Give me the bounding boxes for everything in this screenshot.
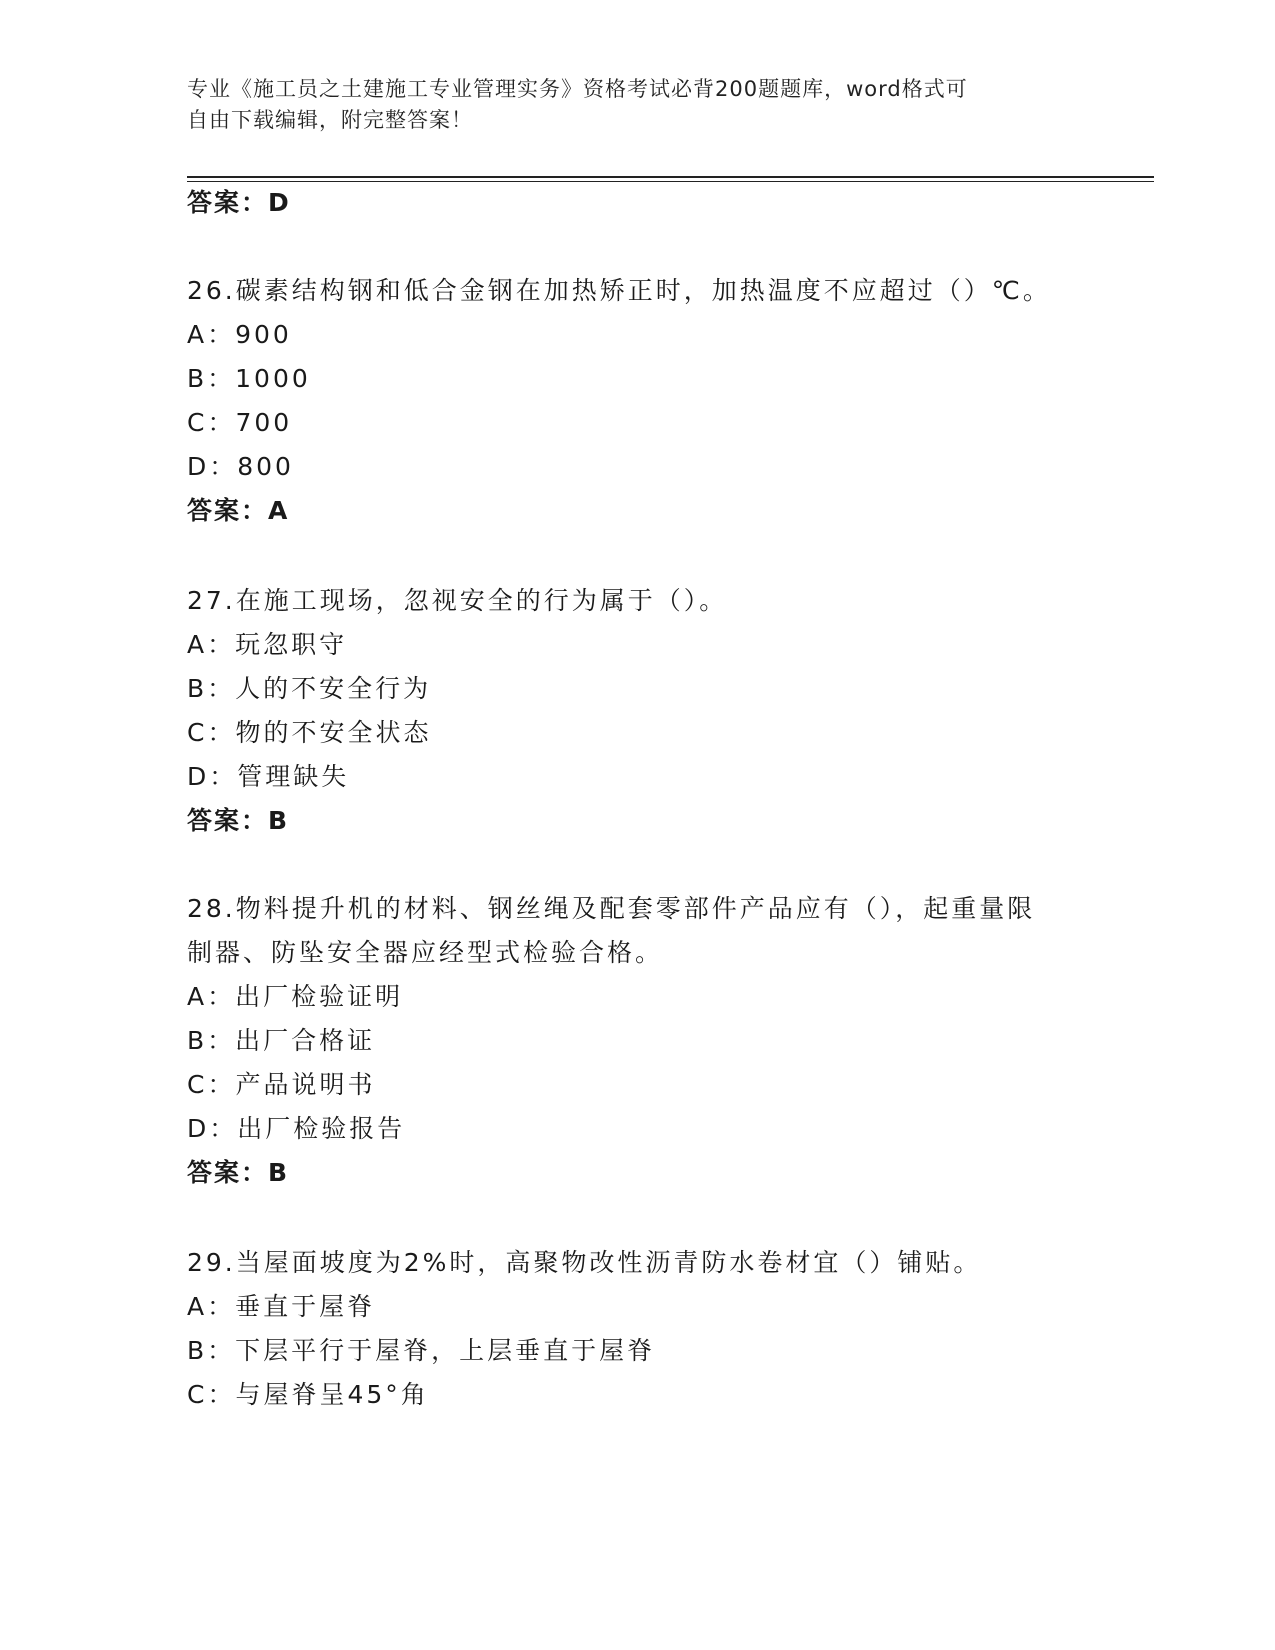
question-26-answer: 答案：A (187, 496, 290, 525)
question-27-option-c: C：物的不安全状态 (187, 718, 432, 747)
question-27-option-d: D：管理缺失 (187, 762, 350, 791)
header-divider-thin (187, 181, 1154, 182)
question-28-option-d: D：出厂检验报告 (187, 1114, 406, 1143)
question-29-option-b: B：下层平行于屋脊，上层垂直于屋脊 (187, 1336, 656, 1365)
question-26-option-a: A：900 (187, 320, 292, 349)
question-26-stem: 26.碳素结构钢和低合金钢在加热矫正时，加热温度不应超过（）℃。 (187, 276, 1051, 305)
question-26-option-d: D：800 (187, 452, 294, 481)
question-28-stem-line-1: 28.物料提升机的材料、钢丝绳及配套零部件产品应有（），起重量限 (187, 894, 1036, 923)
header-title-line-1: 专业《施工员之土建施工专业管理实务》资格考试必背200题题库，word格式可 (187, 77, 968, 101)
question-27-stem: 27.在施工现场，忽视安全的行为属于（）。 (187, 586, 728, 615)
previous-answer: 答案：D (187, 188, 291, 217)
question-28-stem-line-2: 制器、防坠安全器应经型式检验合格。 (187, 938, 664, 967)
header-divider-thick (187, 176, 1154, 178)
question-28-answer: 答案：B (187, 1158, 290, 1187)
question-28-option-a: A：出厂检验证明 (187, 982, 404, 1011)
question-27-option-b: B：人的不安全行为 (187, 674, 432, 703)
question-26-option-b: B：1000 (187, 364, 311, 393)
question-29-option-c: C：与屋脊呈45°角 (187, 1380, 429, 1409)
question-28-option-c: C：产品说明书 (187, 1070, 376, 1099)
question-29-option-a: A：垂直于屋脊 (187, 1292, 376, 1321)
question-27-answer: 答案：B (187, 806, 290, 835)
question-28-option-b: B：出厂合格证 (187, 1026, 376, 1055)
document-header (187, 74, 1087, 136)
question-29-stem: 29.当屋面坡度为2%时，高聚物改性沥青防水卷材宜（）铺贴。 (187, 1248, 982, 1277)
header-title-line-2: 自由下载编辑，附完整答案！ (187, 108, 473, 132)
question-26-option-c: C：700 (187, 408, 293, 437)
question-27-option-a: A：玩忽职守 (187, 630, 348, 659)
